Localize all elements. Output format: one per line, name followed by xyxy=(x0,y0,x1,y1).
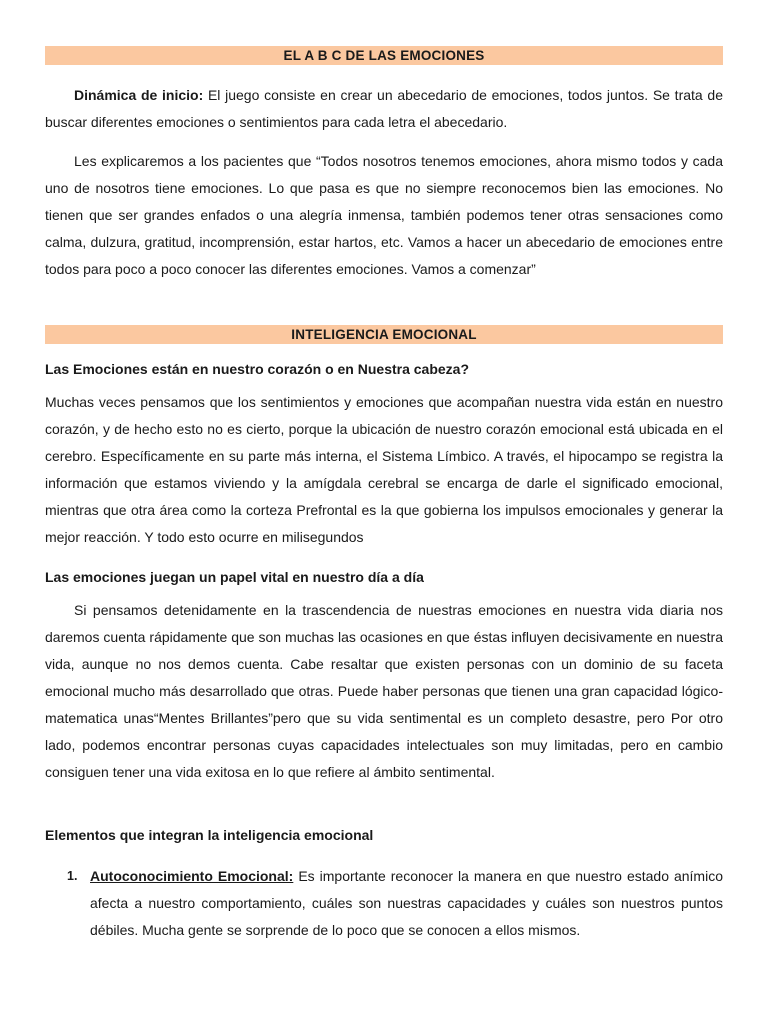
paragraph-explicacion: Les explicaremos a los pacientes que “Todos nosotros tenemos emociones, ahora mismo todos y cada uno de nosotros tiene emociones. Lo que pasa es que no siempre reconocemos bien las emociones. No tienen que ser grandes enfados o una alegría inmensa, también podemos tener otras sensaciones como calma, dulzura, gratitud, incomprensión, estar hartos, etc. Vamos a hacer un abecedario de emociones entre todos para poco a poco conocer las diferentes emociones. Vamos a comenzar” xyxy=(45,153,723,277)
list-item-text xyxy=(90,863,723,944)
section-title-abc: EL A B C DE LAS EMOCIONES xyxy=(45,46,723,65)
paragraph-papel-vital: Si pensamos detenidamente en la trascendencia de nuestras emociones en nuestra vida diaria nos daremos cuenta rápidamente que son muchas las ocasiones en que éstas influyen decisivamente en nuestra vida, aunque no nos demos cuenta. Cabe resaltar que existen personas con un dominio de su faceta emocional mucho más desarrollado que otras. Puede haber personas que tienen una gran capacidad lógico-matematica unas“Mentes Brillantes”pero que su vida sentimental es un completo desastre, pero Por otro lado, podemos encontrar personas cuyas capacidades intelectuales son muy limitadas, pero en cambio consiguen tener una vida exitosa en lo que refiere al ámbito sentimental. xyxy=(45,602,723,780)
list-number: 1. xyxy=(67,869,78,883)
dinamica-label: Dinámica de inicio: xyxy=(74,87,204,103)
dinamica-text: El juego consiste en crear un abecedario de emociones, todos juntos. Se trata de buscar diferentes emociones o sentimientos para cada letra el abecedario. xyxy=(45,87,723,130)
heading-elementos: Elementos que integran la inteligencia emocional xyxy=(45,827,374,843)
list-description: Es importante reconocer la manera en que nuestro estado anímico afecta a nuestro comportamiento, cuáles son nuestras capacidades y cuáles son nuestros puntos débiles. Mucha gente se sorprende de lo poco que se conocen a ellos mismos. xyxy=(90,868,723,938)
heading-papel-vital: Las emociones juegan un papel vital en nuestro día a día xyxy=(45,569,424,585)
heading-corazon-cabeza: Las Emociones están en nuestro corazón o en Nuestra cabeza? xyxy=(45,361,470,377)
list-term: Autoconocimiento Emocional: xyxy=(90,868,294,884)
paragraph-dinamica xyxy=(45,82,723,136)
paragraph-corazon-cabeza: Muchas veces pensamos que los sentimientos y emociones que acompañan nuestra vida están en nuestro corazón, y de hecho esto no es cierto, porque la ubicación de nuestro corazón emocional está ubicada en el cerebro. Específicamente en su parte más interna, el Sistema Límbico. A través, el hipocampo se registra la información que estamos viviendo y la amígdala cerebral se encarga de darle el significado emocional, mientras que otra área como la corteza Prefrontal es la que gobierna los impulsos emocionales y generar la mejor reacción. Y todo esto ocurre en milisegundos xyxy=(45,394,723,545)
section-title-inteligencia: INTELIGENCIA EMOCIONAL xyxy=(45,325,723,344)
